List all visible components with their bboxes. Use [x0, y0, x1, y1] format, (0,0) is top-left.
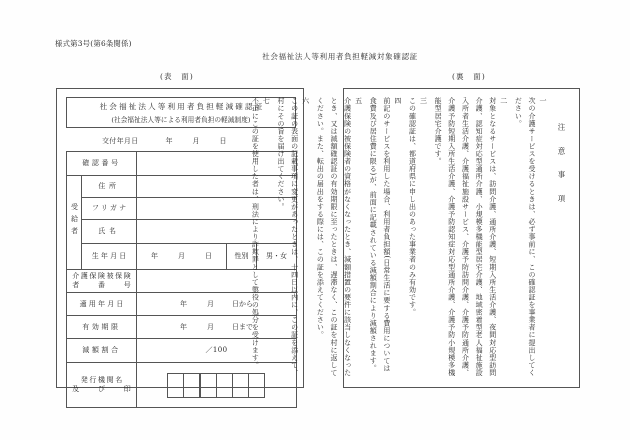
note-item [273, 97, 312, 379]
expiry-date-month: 月 [207, 322, 214, 331]
apply-date-month: 月 [207, 299, 214, 308]
gender-value[interactable]: 男・女 [257, 244, 297, 270]
note-number: 四 [393, 97, 402, 105]
expiry-date-year: 年 [180, 322, 187, 331]
issue-date-day: 日 [219, 137, 227, 145]
seal-box[interactable] [200, 373, 217, 398]
note-item [405, 97, 431, 379]
note-number: 五 [354, 97, 363, 105]
insurance-number-label: 介護保険被保険 者 番 号 [67, 270, 137, 293]
reduction-rate-label: 減額割合 [67, 339, 137, 363]
note-number: 二 [499, 97, 508, 105]
note-text: 対象となるサービスは、訪問介護、通所介護、短期入所生活介護、夜間対応型訪問介護、認知症対応型通所介護、小規模多機能型居宅介護、地域密着型老人福祉施設入所者生活介護、介護福祉施設サービス、介護予防訪問介護、介護予防通所介護、介護予防短期入所生活介護、介護予防認知症対応型通所介護、介護予防小規模多機能型居宅介護です。 [434, 97, 497, 377]
document-title: 社会福祉法人等利用者負担軽減対象確認証 [262, 52, 418, 61]
birth-date-month: 月 [178, 252, 185, 261]
note-text: この証の表面の記載事項に変更があったときは、十四日以内に、この証を添えて、村にその旨を届け出てください。 [277, 97, 299, 377]
recipient-group-label: 受給者 [67, 176, 82, 270]
back-side-label: (裏 面) [452, 72, 486, 81]
expiry-date-label: 有効期限 [67, 316, 137, 339]
furigana-label: フリガナ [82, 198, 137, 220]
issuer-label: 発行機関名 及 び 印 [67, 363, 137, 408]
birth-date-year: 年 [151, 252, 158, 261]
seal-box[interactable] [216, 373, 233, 398]
certificate-title: 社会福祉法人等利用者負担軽減確認証 [99, 102, 265, 111]
note-item [313, 97, 366, 379]
birth-date-value[interactable] [137, 244, 227, 270]
note-text: 介護保険の被保険者の資格がなくなったとき、減額措置の要件に該当しなくなったとき、又は減額確認証の有効期限に至ったときは、遅滞なく、この証を村に返してください。また、転出の届出をする際には、この証を添えてください。 [316, 97, 352, 377]
issue-date-year: 年 [165, 137, 173, 145]
note-item [431, 97, 511, 379]
apply-date-label: 適用年月日 [67, 293, 137, 316]
expiry-date-day-suffix: 日まで [232, 322, 253, 331]
certificate-subtitle: (社会福祉法人等による利用者負担の軽減制度) [111, 116, 251, 124]
note-text: 不正にこの証を使用した者は、刑法により詐欺罪として懲役の処分を受けます。 [251, 97, 260, 369]
birth-date-label: 生年月日 [82, 244, 137, 270]
seal-box[interactable] [167, 373, 184, 398]
apply-date-day-suffix: 日から [232, 299, 253, 308]
confirmation-number-label: 確認番号 [67, 152, 137, 176]
note-item [511, 97, 550, 379]
apply-date-year: 年 [180, 299, 187, 308]
reduction-rate-value[interactable]: ／100 [137, 339, 297, 363]
note-text: 前記のサービスを利用した場合、利用者負担額(日常生活に要する費用については食費及び居住費に限る)が、前面に記載されている減額割合により減額されます。 [369, 97, 391, 373]
note-number: 六 [301, 97, 310, 105]
gender-label: 性別 [227, 244, 257, 270]
seal-box[interactable] [183, 373, 200, 398]
note-number: 一 [539, 97, 547, 105]
notes-heading: 注 意 事 項 [557, 123, 566, 207]
form-number: 様式第3号(第6条関係) [55, 39, 132, 48]
name-label: 氏名 [82, 220, 137, 244]
note-item [248, 97, 274, 379]
note-item [366, 97, 405, 379]
birth-date-day: 日 [205, 252, 212, 261]
note-number: 三 [419, 97, 428, 105]
note-text: 次の介護サービスを受けるときは、必ず事前に、この確認証を事業者に提出してください。 [514, 97, 536, 377]
seal-box[interactable] [232, 373, 249, 398]
address-label: 住所 [82, 176, 137, 198]
issue-date-label: 交付年月日 [102, 137, 139, 145]
note-text: この確認証は、都道府県に申し出のあった事業者のみ有効です。 [408, 97, 417, 316]
note-number: 七 [262, 97, 271, 105]
front-side-label: (表 面) [160, 72, 194, 81]
issue-date-month: 月 [192, 137, 200, 145]
